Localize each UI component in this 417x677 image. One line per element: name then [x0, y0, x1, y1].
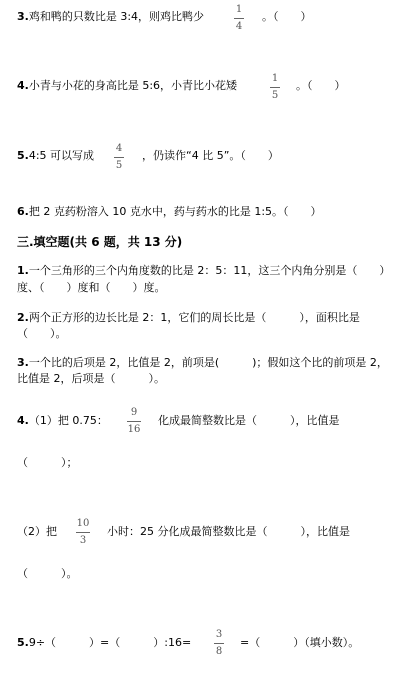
- fill-question-4: [17, 414, 108, 428]
- denominator: 5: [115, 160, 123, 171]
- fraction: [214, 629, 224, 658]
- question-text: 小青与小花的身高比是 5:6，小青比小花矮: [28, 79, 238, 92]
- fill-question-4-part-2: （2）把: [17, 525, 57, 538]
- denominator: 3: [79, 535, 87, 546]
- question-text: （1）把 0.75：: [28, 414, 108, 427]
- question-text: 一个比的后项是 2，比值是 2，前项是( )；假如这个比的前项是 2，: [28, 356, 388, 369]
- question-number: 3.: [17, 10, 29, 23]
- numerator: 1: [271, 73, 279, 84]
- judge-question-3: [17, 10, 204, 24]
- question-text: 9÷（ ）=（ ）:16=: [28, 636, 192, 649]
- fraction: [127, 407, 141, 436]
- denominator: 16: [127, 424, 141, 435]
- numerator: 10: [76, 518, 90, 529]
- numerator: 3: [215, 629, 223, 640]
- question-continuation: （ ）；: [17, 456, 78, 469]
- question-continuation: 度、（ ）度和（ ）度。: [17, 281, 166, 294]
- question-continuation: 比值是 2，后项是（ ）。: [17, 372, 165, 385]
- fraction: [234, 4, 244, 33]
- denominator: 4: [235, 21, 243, 32]
- question-tail: =（ ）（填小数）。: [240, 636, 360, 649]
- question-tail: 化成最简整数比是（ ），比值是: [158, 414, 340, 427]
- numerator: 9: [130, 407, 138, 418]
- question-number: 4.: [17, 414, 29, 427]
- numerator: 1: [235, 4, 243, 15]
- denominator: 8: [215, 646, 223, 657]
- fill-question-3: [17, 356, 388, 370]
- fill-question-2: [17, 311, 360, 325]
- fill-question-5: [17, 636, 191, 650]
- question-text: 4:5 可以写成: [28, 149, 95, 162]
- judge-question-6: [17, 205, 322, 219]
- question-number: 5.: [17, 149, 29, 162]
- question-text: 把 2 克药粉溶入 10 克水中，药与药水的比是 1:5。（ ）: [28, 205, 322, 218]
- question-text: 鸡和鸭的只数比是 3:4，则鸡比鸭少: [28, 10, 205, 23]
- fill-question-1: [17, 264, 390, 278]
- question-tail: 。（ ）: [296, 79, 346, 92]
- question-text: 两个正方形的边长比是 2：1，它们的周长比是（ ），面积比是: [28, 311, 360, 324]
- question-text: 一个三角形的三个内角度数的比是 2：5：11，这三个内角分别是（ ）: [28, 264, 391, 277]
- question-number: 2.: [17, 311, 29, 324]
- question-continuation: （ ）。: [17, 327, 67, 340]
- fraction: [114, 143, 124, 172]
- question-continuation: （ ）。: [17, 567, 78, 580]
- question-number: 3.: [17, 356, 29, 369]
- question-number: 6.: [17, 205, 29, 218]
- question-tail: ，仍读作“4 比 5”。（ ）: [142, 149, 279, 162]
- question-number: 5.: [17, 636, 29, 649]
- question-number: 4.: [17, 79, 29, 92]
- judge-question-5: [17, 149, 94, 163]
- question-number: 1.: [17, 264, 29, 277]
- judge-question-4: [17, 79, 237, 93]
- question-tail: 小时：25 分化成最简整数比是（ ），比值是: [107, 525, 350, 538]
- denominator: 5: [271, 90, 279, 101]
- section-title: 三.填空题(共 6 题，共 13 分): [17, 235, 183, 249]
- fraction: [270, 73, 280, 102]
- fraction: [76, 518, 90, 547]
- question-tail: 。（ ）: [262, 10, 312, 23]
- numerator: 4: [115, 143, 123, 154]
